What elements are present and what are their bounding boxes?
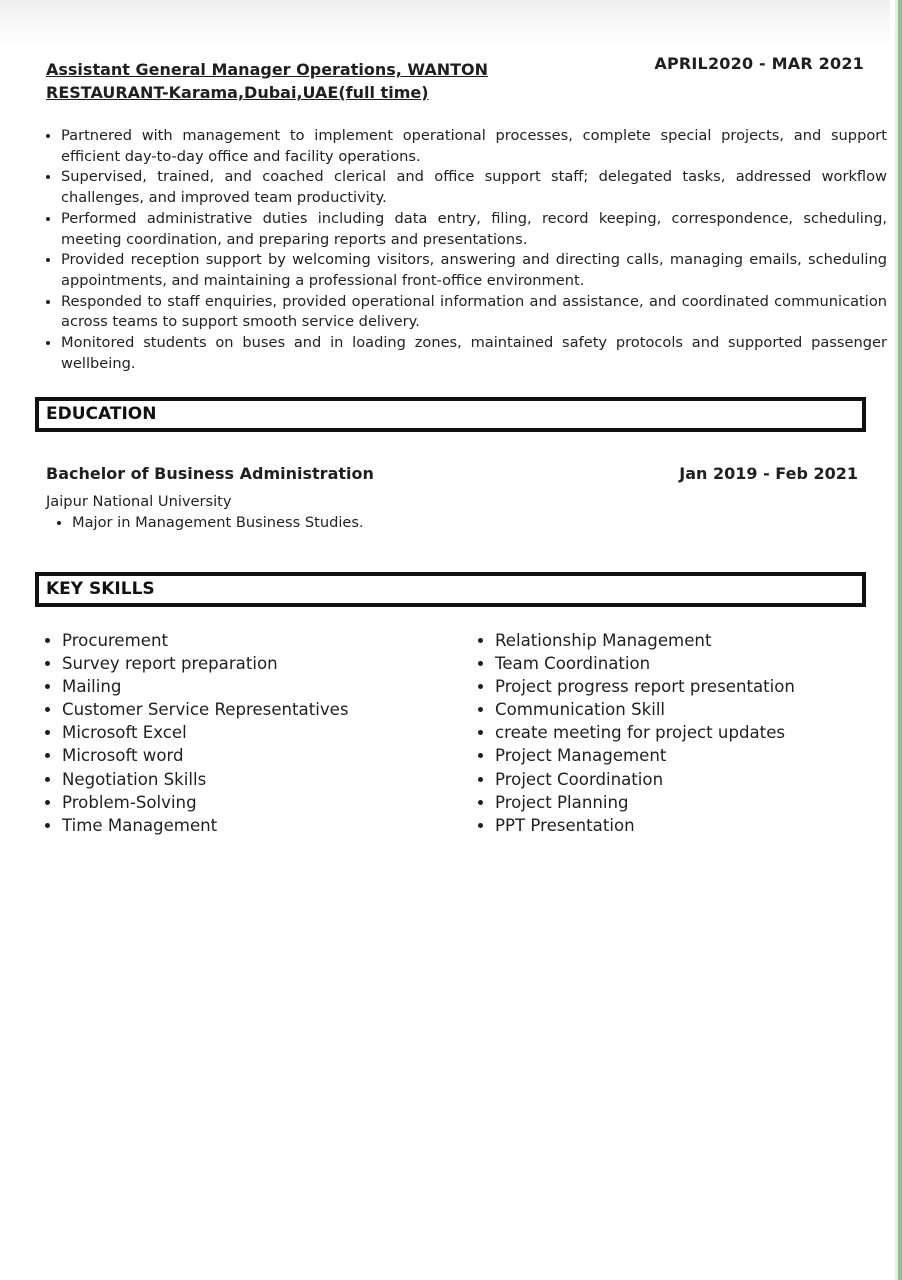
skill-item: • Mailing — [62, 675, 462, 698]
skill-item: • Project Management — [495, 744, 895, 767]
experience-bullet: • Partnered with management to implement operational processes, complete special projects, and support efficient day-to-day office and facility operations. — [61, 126, 887, 167]
skill-item: • Problem-Solving — [62, 791, 462, 814]
experience-bullet: • Performed administrative duties including data entry, filing, record keeping, correspondence, scheduling, meeting coordination, and preparing reports and presentations. — [61, 209, 887, 250]
skill-item: • Project Planning — [495, 791, 895, 814]
education-heading: EDUCATION — [46, 404, 157, 424]
skill-item: • Survey report preparation — [62, 652, 462, 675]
skills-left-list — [42, 629, 462, 837]
skill-item: • create meeting for project updates — [495, 721, 895, 744]
education-bullet-list — [42, 513, 364, 533]
degree-title: Bachelor of Business Administration — [46, 464, 374, 483]
skills-section-header — [35, 572, 866, 607]
experience-bullet: • Responded to staff enquiries, provided operational information and assistance, and coordinated communication across teams to support smooth service delivery. — [61, 292, 887, 333]
skill-item: • Time Management — [62, 814, 462, 837]
experience-bullet: • Monitored students on buses and in loading zones, maintained safety protocols and supported passenger wellbeing. — [61, 333, 887, 374]
job-dates: APRIL2020 - MAR 2021 — [654, 54, 864, 73]
skill-item: • Microsoft Excel — [62, 721, 462, 744]
skill-item: • Project Coordination — [495, 768, 895, 791]
skill-item: • PPT Presentation — [495, 814, 895, 837]
education-bullet: • Major in Management Business Studies. — [72, 513, 364, 533]
page-edge-border — [898, 0, 902, 1280]
skill-item: • Negotiation Skills — [62, 768, 462, 791]
university-name: Jaipur National University — [46, 493, 232, 510]
skill-item: • Team Coordination — [495, 652, 895, 675]
skill-item: • Customer Service Representatives — [62, 698, 462, 721]
skill-item: • Relationship Management — [495, 629, 895, 652]
skills-right-list — [475, 629, 895, 837]
experience-bullet: • Provided reception support by welcoming visitors, answering and directing calls, managing emails, scheduling appointments, and maintaining a professional front-office environment. — [61, 250, 887, 291]
skill-item: • Procurement — [62, 629, 462, 652]
education-section-header — [35, 397, 866, 432]
skill-item: • Project progress report presentation — [495, 675, 895, 698]
page-top-shadow — [0, 0, 890, 48]
experience-bullet-list — [32, 126, 887, 374]
skill-item: • Communication Skill — [495, 698, 895, 721]
education-dates: Jan 2019 - Feb 2021 — [679, 464, 858, 483]
job-title: Assistant General Manager Operations, WANTON RESTAURANT-Karama,Dubai,UAE(full time) — [46, 60, 489, 102]
skill-item: • Microsoft word — [62, 744, 462, 767]
experience-bullet: • Supervised, trained, and coached clerical and office support staff; delegated tasks, addressed workflow challenges, and improved team productivity. — [61, 167, 887, 208]
skills-heading: KEY SKILLS — [46, 579, 155, 599]
